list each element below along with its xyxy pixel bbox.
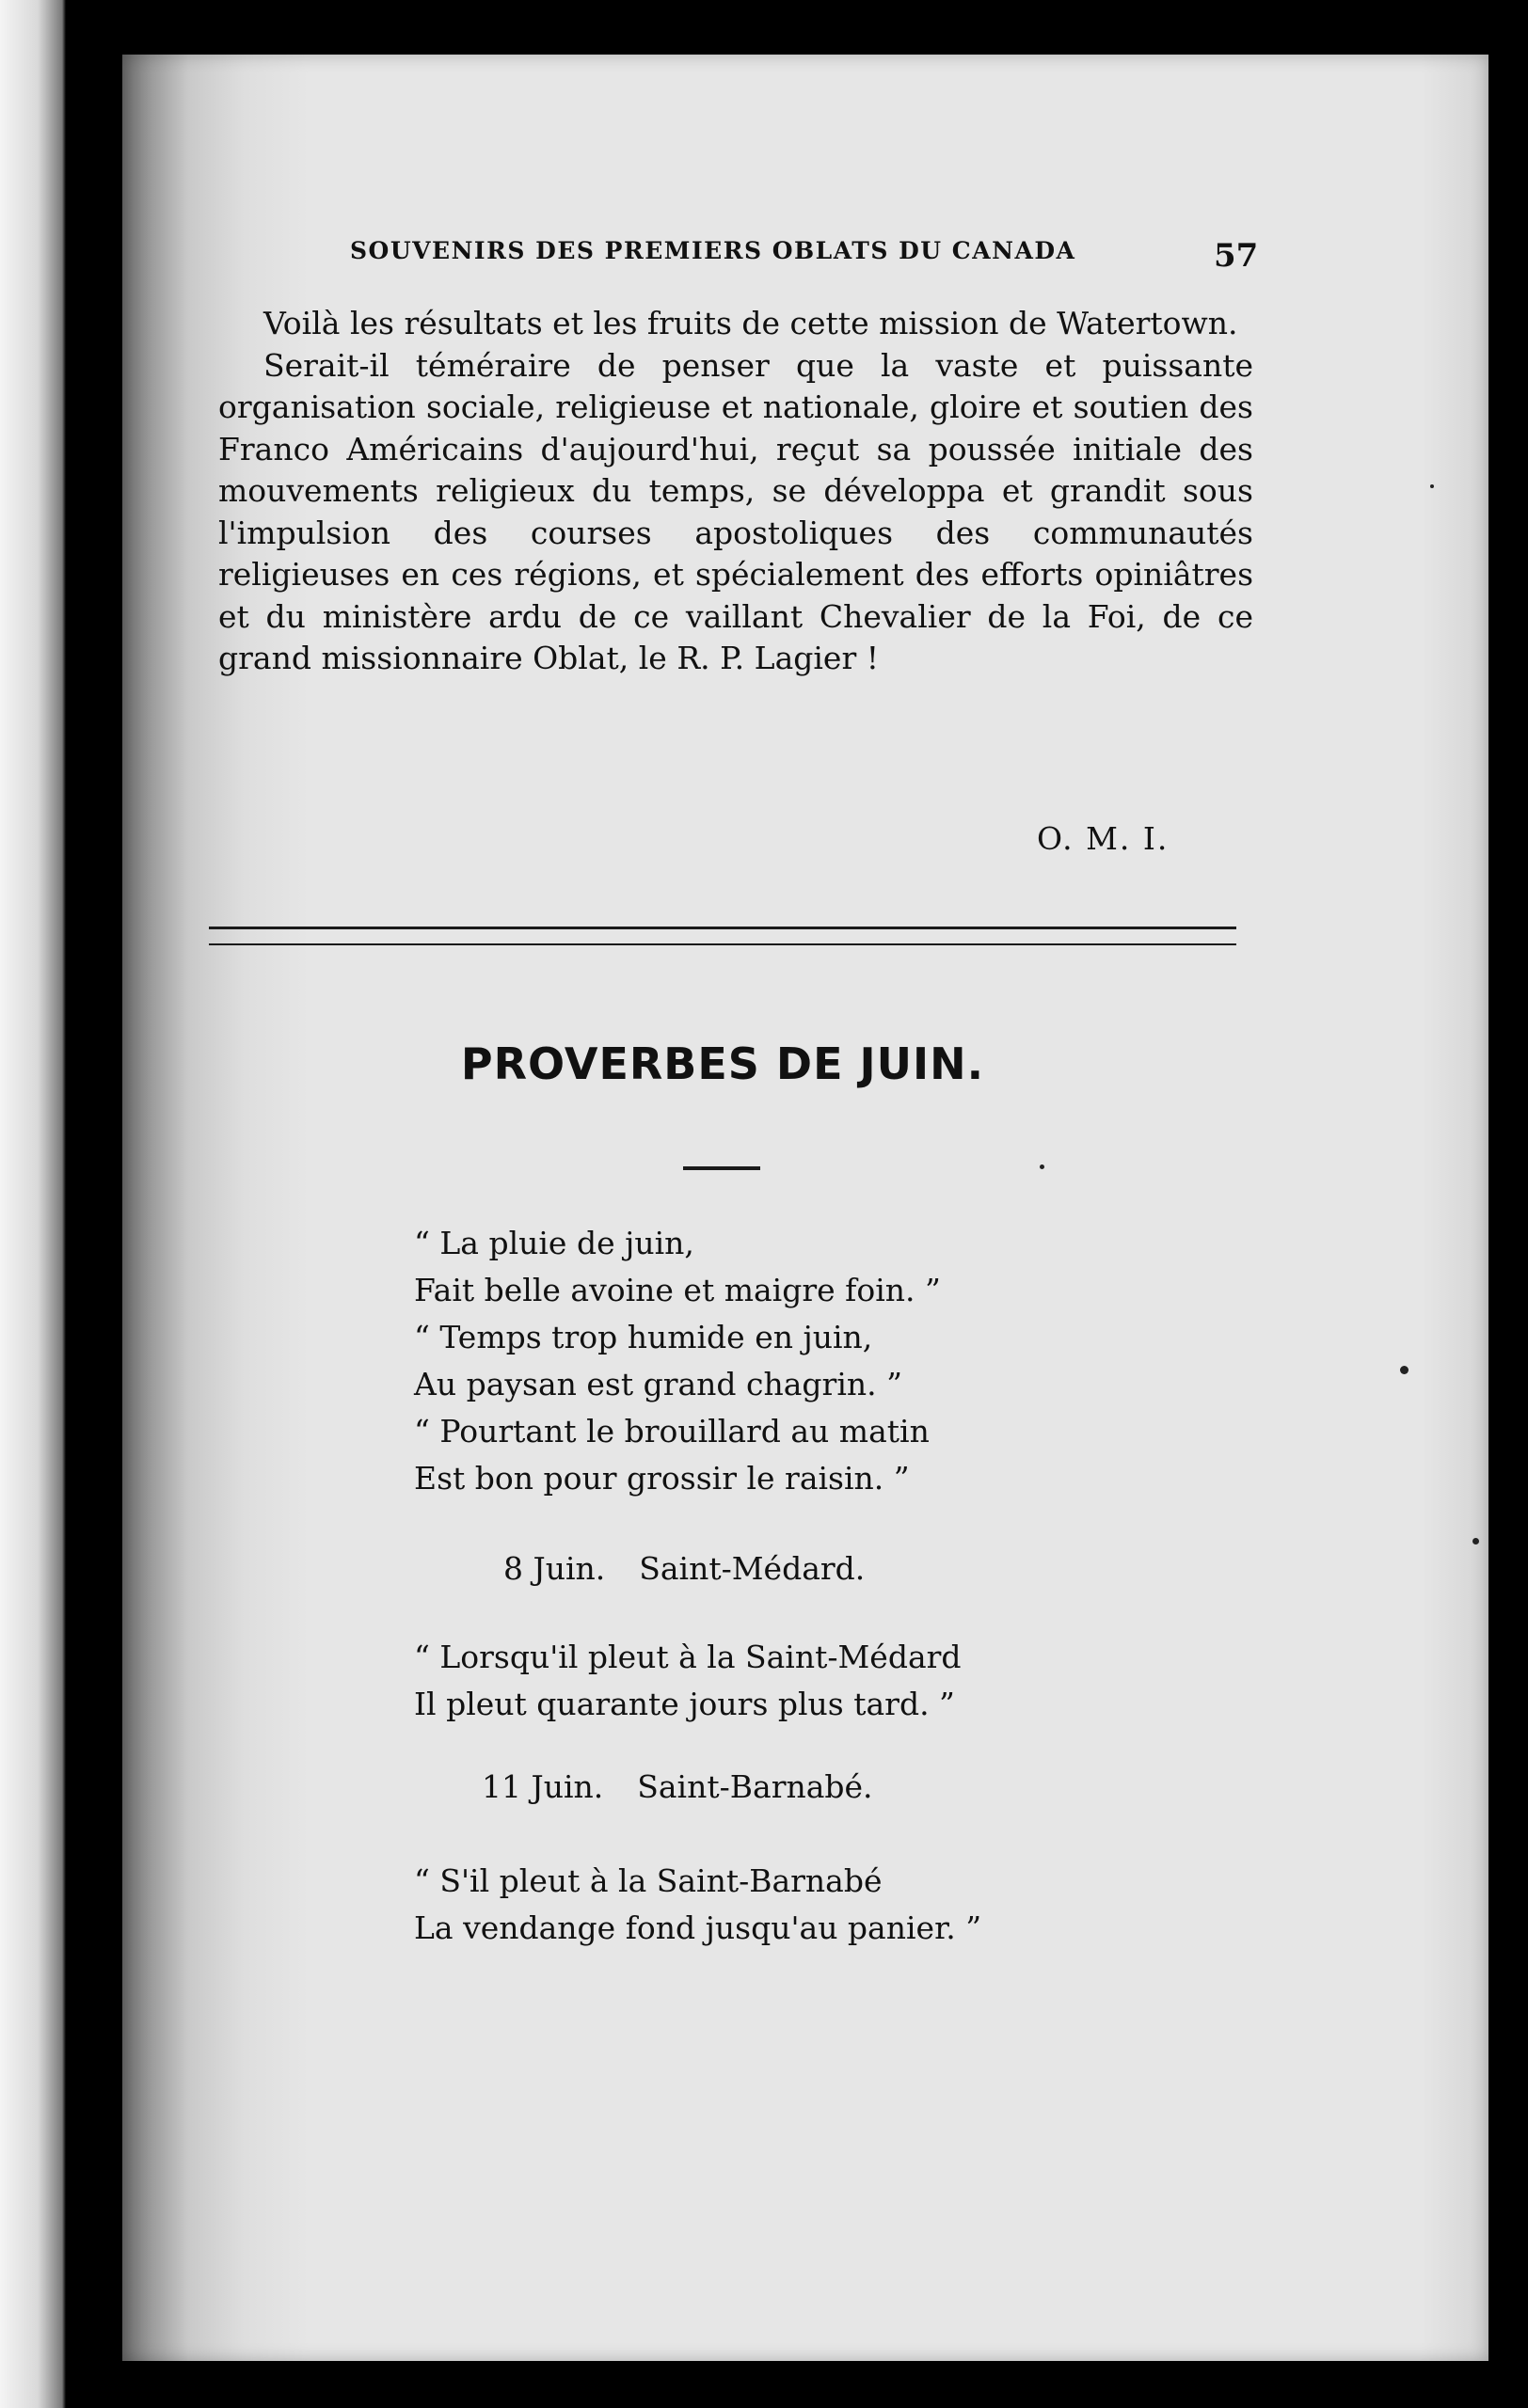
saint-date: 11 Juin. xyxy=(482,1768,604,1805)
verse-line: “ La pluie de juin, xyxy=(414,1225,694,1261)
verse-line: “ Lorsqu'il pleut à la Saint-Médard xyxy=(414,1639,962,1675)
verse-block xyxy=(414,1858,1167,1952)
verse-line: Fait belle avoine et maigre foin. ” xyxy=(414,1272,941,1308)
paragraph: Serait-il téméraire de penser que la vaste et puissante organisation sociale, religieuse et nationale, gloire et soutien des Franco Américains d'aujourd'hui, reçut sa poussée initiale des mouvements religieux du temps, se développa et grandit sous l'impulsion des courses apostoliques des communautés religieuses en ces régions, et spécialement des efforts opiniâtres et du ministère ardu de ce vaillant Chevalier de la Foi, de ce grand missionnaire Oblat, le R. P. Lagier ! xyxy=(218,346,1253,676)
verse-line: Au paysan est grand chagrin. ” xyxy=(414,1366,902,1402)
running-head: SOUVENIRS DES PREMIERS OBLATS DU CANADA xyxy=(350,237,1076,264)
verse-line: La vendange fond jusqu'au panier. ” xyxy=(414,1909,982,1946)
scan-speck xyxy=(1040,1164,1044,1169)
saint-day-heading xyxy=(482,1768,873,1805)
saint-date: 8 Juin. xyxy=(503,1550,606,1587)
signature: O. M. I. xyxy=(1037,820,1170,857)
verse-line: “ S'il pleut à la Saint-Barnabé xyxy=(414,1862,883,1899)
scan-speck xyxy=(1400,1366,1409,1374)
verse-line: Est bon pour grossir le raisin. ” xyxy=(414,1460,910,1497)
saint-day-heading xyxy=(503,1550,865,1587)
saint-name: Saint-Barnabé. xyxy=(637,1768,873,1805)
verse-line: “ Temps trop humide en juin, xyxy=(414,1319,873,1355)
section-title: PROVERBES DE JUIN. xyxy=(460,1038,985,1089)
title-underline-rule xyxy=(683,1166,760,1170)
verse-line: “ Pourtant le brouillard au matin xyxy=(414,1413,930,1450)
verse-block xyxy=(414,1634,1167,1728)
article-body xyxy=(218,303,1253,680)
scan-speck xyxy=(1472,1538,1479,1545)
scan-speck xyxy=(1430,484,1434,488)
paragraph: Voilà les résultats et les fruits de cette mission de Watertown. xyxy=(263,305,1238,341)
verse-line: Il pleut quarante jours plus tard. ” xyxy=(414,1686,955,1722)
book-spine-edge xyxy=(0,0,66,2408)
section-divider-top xyxy=(209,927,1236,929)
page-number: 57 xyxy=(1214,237,1259,275)
saint-name: Saint-Médard. xyxy=(639,1550,866,1587)
verse-block xyxy=(414,1220,1167,1502)
section-divider-bottom xyxy=(209,943,1236,945)
